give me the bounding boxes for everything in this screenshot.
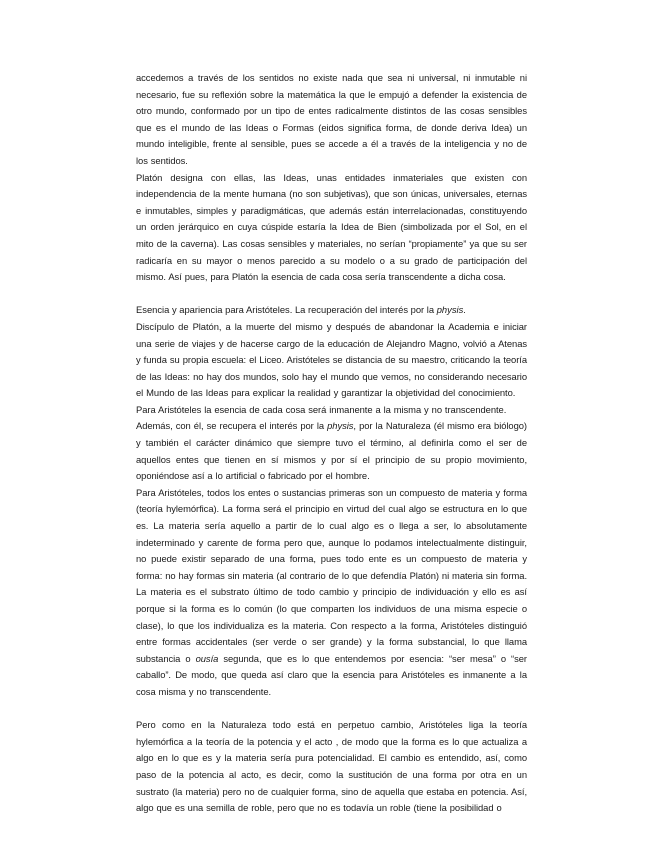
paragraph xyxy=(136,717,527,817)
document-page xyxy=(136,70,527,817)
heading-text: . xyxy=(463,304,466,316)
paragraph xyxy=(136,170,527,286)
paragraph-spacer xyxy=(136,286,527,303)
paragraph-text: Además, con él, se recupera el interés por la xyxy=(136,420,328,432)
paragraph-spacer xyxy=(136,701,527,718)
paragraph-text: accedemos a través de los sentidos no existe nada que sea ni universal, ni inmutable ni necesario, fue su reflexión sobre la matemática la que le empujó a defender la existencia de otro mundo, conformado por un tipo de entes radicalmente distintos de las cosas sensibles que es el mundo de las Ideas o Formas (eidos significa forma, de donde deriva Idea) un mundo inteligible, frente al sensible, pues se accede a él a través de la inteligencia y no de los sentidos. xyxy=(136,72,527,166)
paragraph xyxy=(136,485,527,701)
paragraph-text: segunda, que es lo que entendemos por esencia: “ser mesa” o “ser caballo”. De modo, que queda así claro que la esencia para Aristóteles es inmanente a la cosa misma y no transcendente. xyxy=(136,652,527,697)
paragraph xyxy=(136,319,527,402)
paragraph xyxy=(136,70,527,170)
italic-term: ousía xyxy=(195,652,219,664)
paragraph-text: Para Aristóteles la esencia de cada cosa será inmanente a la misma y no transcendente. xyxy=(136,403,507,415)
paragraph-text: , por la Naturaleza (él mismo era biólogo) y también el carácter dinámico que siempre tuvo el término, al definirla como el ser de aquellos entes que tienen en sí mismos y por sí el principio de su propio movimiento, oponiéndose así a lo artificial o fabricado por el hombre. xyxy=(136,420,527,482)
paragraph-text: Platón designa con ellas, las Ideas, unas entidades inmateriales que existen con independencia de la mente humana (no son subjetivas), que son únicas, universales, eternas e inmutables, simples y paradigmáticas, que además están interrelacionadas, constituyendo un orden jerárquico en cuya cúspide estaría la Idea de Bien (simbolizada por el Sol, en el mito de la caverna). Las cosas sensibles y materiales, no serían “propiamente” ya que su ser radicaría en su mayor o menos parecido a su modelo o a su grado de participación del mismo. Así pues, para Platón la esencia de cada cosa sería transcendente a dicha cosa. xyxy=(136,171,527,283)
heading-text: Esencia y apariencia para Aristóteles. La recuperación del interés por la xyxy=(136,304,437,316)
paragraph-text: Discípulo de Platón, a la muerte del mismo y después de abandonar la Academia e iniciar una serie de viajes y de hacerse cargo de la educación de Alejandro Magno, volvió a Atenas y funda su propia escuela: el Liceo. Aristóteles se distancia de su maestro, criticando la teoría de las Ideas: no hay dos mundos, solo hay el mundo que vemos, no considerando necesario el Mundo de las Ideas para explicar la realidad y garantizar la objetividad del conocimiento. xyxy=(136,320,527,399)
paragraph xyxy=(136,402,527,419)
section-heading xyxy=(136,302,527,319)
paragraph xyxy=(136,418,527,484)
paragraph-text: Para Aristóteles, todos los entes o sustancias primeras son un compuesto de materia y forma (teoría hylemórfica). La forma será el principio en virtud del cual algo se estructura en lo que es. La materia sería aquello a partir de lo cual algo es o llega a ser, lo absolutamente indeterminado y carente de forma pero que, aunque lo podamos intelectualmente distinguir, no puede existir separado de una forma, pues todo ente es un compuesto de materia y forma: no hay formas sin materia (al contrario de lo que defendía Platón) ni materia sin forma. La materia es el substrato último de todo cambio y principio de individuación y ello es así porque si la forma es lo común (lo que comparten los individuos de una misma especie o clase), lo que los individualiza es la materia. Con respecto a la forma, Aristóteles distinguió entre formas accidentales (ser verde o ser grande) y la forma substancial, lo que llama substancia o xyxy=(136,486,527,664)
heading-italic-term: physis xyxy=(436,304,464,316)
paragraph-text: Pero como en la Naturaleza todo está en perpetuo cambio, Aristóteles liga la teoría hylemórfica a la teoría de la potencia y el acto , de modo que la forma es lo que actualiza a algo en lo que es y la materia sería pura potencialidad. El cambio es entendido, así, como paso de la potencia al acto, es decir, como la sustitución de una forma por otra en un sustrato (la materia) pero no de cualquier forma, sino de aquella que estaba en potencia. Así, algo que es una semilla de roble, pero que no es todavía un roble (tiene la posibilidad o xyxy=(136,719,527,814)
italic-term: physis xyxy=(327,420,354,432)
